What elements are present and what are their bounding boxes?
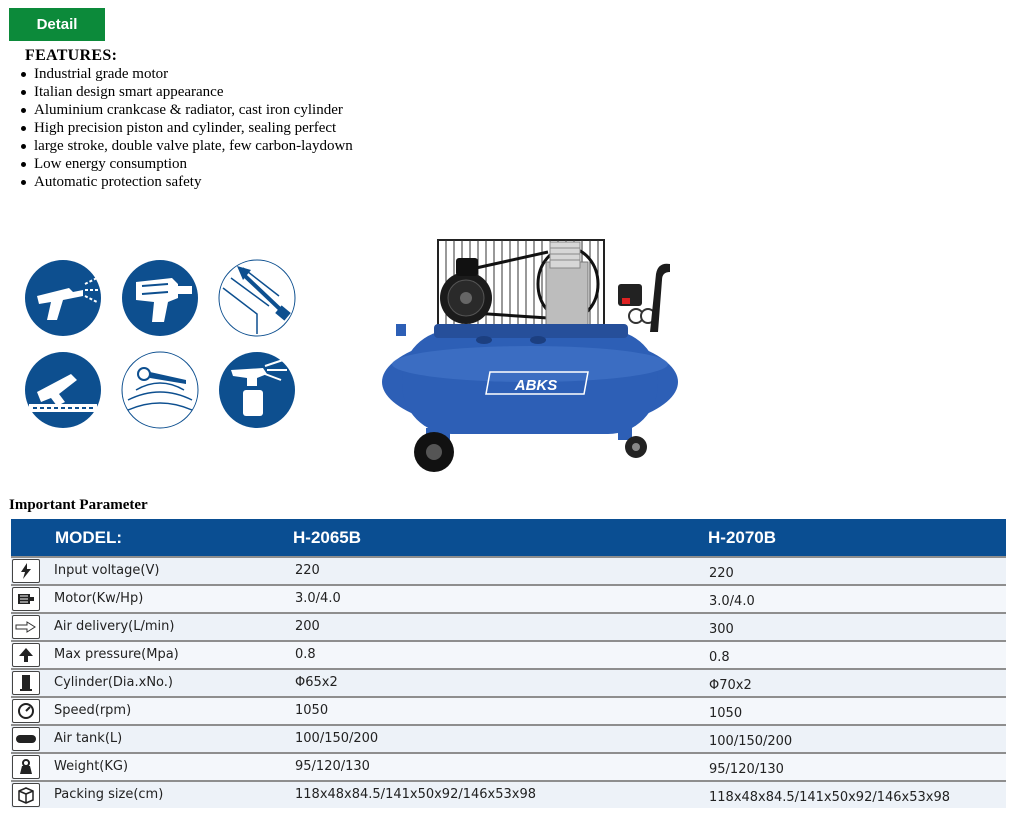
table-row	[11, 584, 1006, 612]
row-value-1: Φ65x2	[295, 675, 338, 690]
feature-item: Italian design smart appearance	[34, 83, 353, 101]
parameter-table	[11, 519, 1006, 808]
row-label: Weight(KG)	[54, 759, 129, 774]
row-label: Air tank(L)	[54, 731, 123, 746]
motor-icon	[12, 587, 40, 611]
feature-item: Aluminium crankcase & radiator, cast iron cylinder	[34, 101, 353, 119]
lightning-icon	[12, 559, 40, 583]
weight-icon	[12, 755, 40, 779]
spray-gun-icon	[217, 350, 297, 430]
table-row	[11, 640, 1006, 668]
air-flow-icon	[12, 615, 40, 639]
row-value-1: 0.8	[295, 647, 316, 662]
header-col-1: H-2065B	[293, 528, 362, 547]
table-row	[11, 780, 1006, 808]
row-value-2: 0.8	[709, 650, 730, 665]
features-list	[34, 65, 353, 191]
row-value-2: 3.0/4.0	[709, 594, 755, 609]
row-value-1: 118x48x84.5/141x50x92/146x53x98	[295, 787, 537, 802]
feature-item: Low energy consumption	[34, 155, 353, 173]
feature-item: Industrial grade motor	[34, 65, 353, 83]
table-row	[11, 752, 1006, 780]
header-col-2: H-2070B	[708, 528, 777, 547]
impact-wrench-icon	[120, 258, 200, 338]
row-value-1: 95/120/130	[295, 759, 370, 774]
row-value-1: 200	[295, 619, 320, 634]
feature-item: High precision piston and cylinder, sealing perfect	[34, 119, 353, 137]
heat-gun-icon	[23, 350, 103, 430]
table-body	[11, 556, 1006, 808]
wall-spray-icon	[217, 258, 297, 338]
row-label: Cylinder(Dia.xNo.)	[54, 675, 173, 690]
row-value-2: 100/150/200	[709, 734, 793, 749]
row-value-1: 3.0/4.0	[295, 591, 341, 606]
row-value-2: 95/120/130	[709, 762, 784, 777]
row-value-2: 118x48x84.5/141x50x92/146x53x98	[709, 790, 951, 805]
cylinder-icon	[12, 671, 40, 695]
air-compressor-image	[378, 232, 683, 477]
row-label: Motor(Kw/Hp)	[54, 591, 144, 606]
application-icons	[20, 258, 310, 432]
table-row	[11, 668, 1006, 696]
header-model: MODEL:	[55, 528, 123, 547]
row-label: Packing size(cm)	[54, 787, 164, 802]
features-title: FEATURES:	[25, 47, 118, 64]
detail-tab[interactable]: Detail	[9, 8, 105, 41]
speed-icon	[12, 699, 40, 723]
blow-nozzle-icon	[120, 350, 200, 430]
row-value-1: 220	[295, 563, 320, 578]
air-gun-icon	[23, 258, 103, 338]
row-label: Input voltage(V)	[54, 563, 160, 578]
tank-icon	[12, 727, 40, 751]
row-value-1: 1050	[295, 703, 329, 718]
pressure-icon	[12, 643, 40, 667]
table-row	[11, 724, 1006, 752]
row-value-2: 1050	[709, 706, 743, 721]
row-label: Speed(rpm)	[54, 703, 132, 718]
parameters-title: Important Parameter	[9, 497, 148, 513]
table-row	[11, 696, 1006, 724]
feature-item: large stroke, double valve plate, few carbon-laydown	[34, 138, 353, 154]
feature-item: Automatic protection safety	[34, 173, 353, 191]
table-header	[11, 519, 1006, 556]
row-value-2: 300	[709, 622, 734, 637]
table-row	[11, 612, 1006, 640]
row-value-2: Φ70x2	[709, 678, 752, 693]
row-value-1: 100/150/200	[295, 731, 379, 746]
row-label: Max pressure(Mpa)	[54, 647, 179, 662]
row-label: Air delivery(L/min)	[54, 619, 175, 634]
table-row	[11, 556, 1006, 584]
row-value-2: 220	[709, 566, 734, 581]
brand-label: ABKS	[514, 377, 558, 394]
package-icon	[12, 783, 40, 807]
